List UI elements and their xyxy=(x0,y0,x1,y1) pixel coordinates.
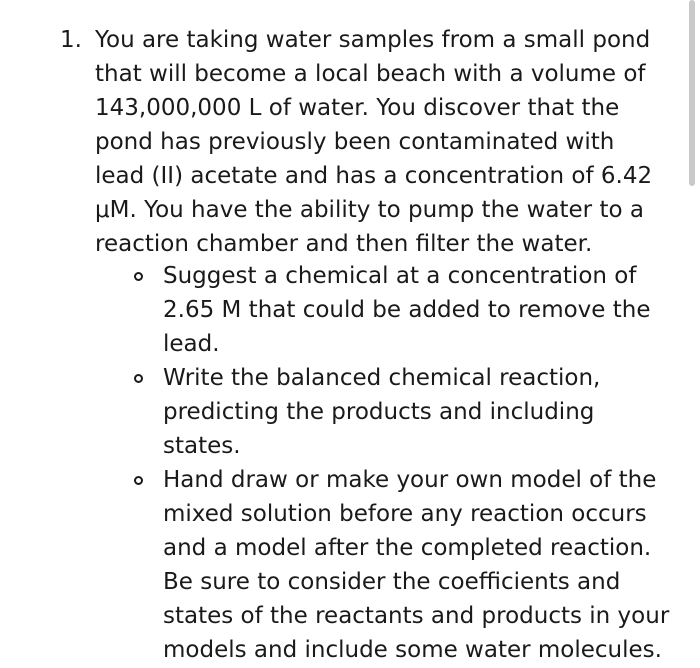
sub-question-line: Write the balanced chemical reaction, xyxy=(163,365,601,391)
sub-question-item xyxy=(130,259,680,361)
question-line: lead (II) acetate and has a concentration of 6.42 xyxy=(95,163,653,189)
question-line: μM. You have the ability to pump the water to a xyxy=(95,197,644,223)
sub-question-item xyxy=(130,463,680,667)
vertical-scrollbar[interactable] xyxy=(689,0,695,186)
hollow-bullet-icon xyxy=(134,374,143,383)
sub-question-line: predicting the products and including xyxy=(163,399,595,425)
question-line: reaction chamber and then filter the water. xyxy=(95,231,593,257)
sub-question-line: lead. xyxy=(163,331,220,357)
question-line: pond has previously been contaminated with xyxy=(95,129,615,155)
sub-question-line: Hand draw or make your own model of the xyxy=(163,467,657,493)
hollow-bullet-icon xyxy=(134,476,143,485)
question-text xyxy=(95,23,670,261)
question-number: 1. xyxy=(60,27,82,53)
sub-question-line: states. xyxy=(163,433,241,459)
sub-question-line: and a model after the completed reaction. xyxy=(163,535,652,561)
question-line: You are taking water samples from a small pond xyxy=(95,27,651,53)
sub-question-line: states of the reactants and products in your xyxy=(163,603,670,629)
sub-question-line: mixed solution before any reaction occurs xyxy=(163,501,647,527)
sub-question-line: models and include some water molecules. xyxy=(163,637,662,663)
question-line: that will become a local beach with a volume of xyxy=(95,61,646,87)
sub-question-line: Be sure to consider the coefficients and xyxy=(163,569,621,595)
sub-question-list xyxy=(130,259,680,667)
sub-question-item xyxy=(130,361,680,463)
question-line: 143,000,000 L of water. You discover that the xyxy=(95,95,620,121)
sub-question-line: Suggest a chemical at a concentration of xyxy=(163,263,637,289)
hollow-bullet-icon xyxy=(134,272,143,281)
sub-question-line: 2.65 M that could be added to remove the xyxy=(163,297,651,323)
